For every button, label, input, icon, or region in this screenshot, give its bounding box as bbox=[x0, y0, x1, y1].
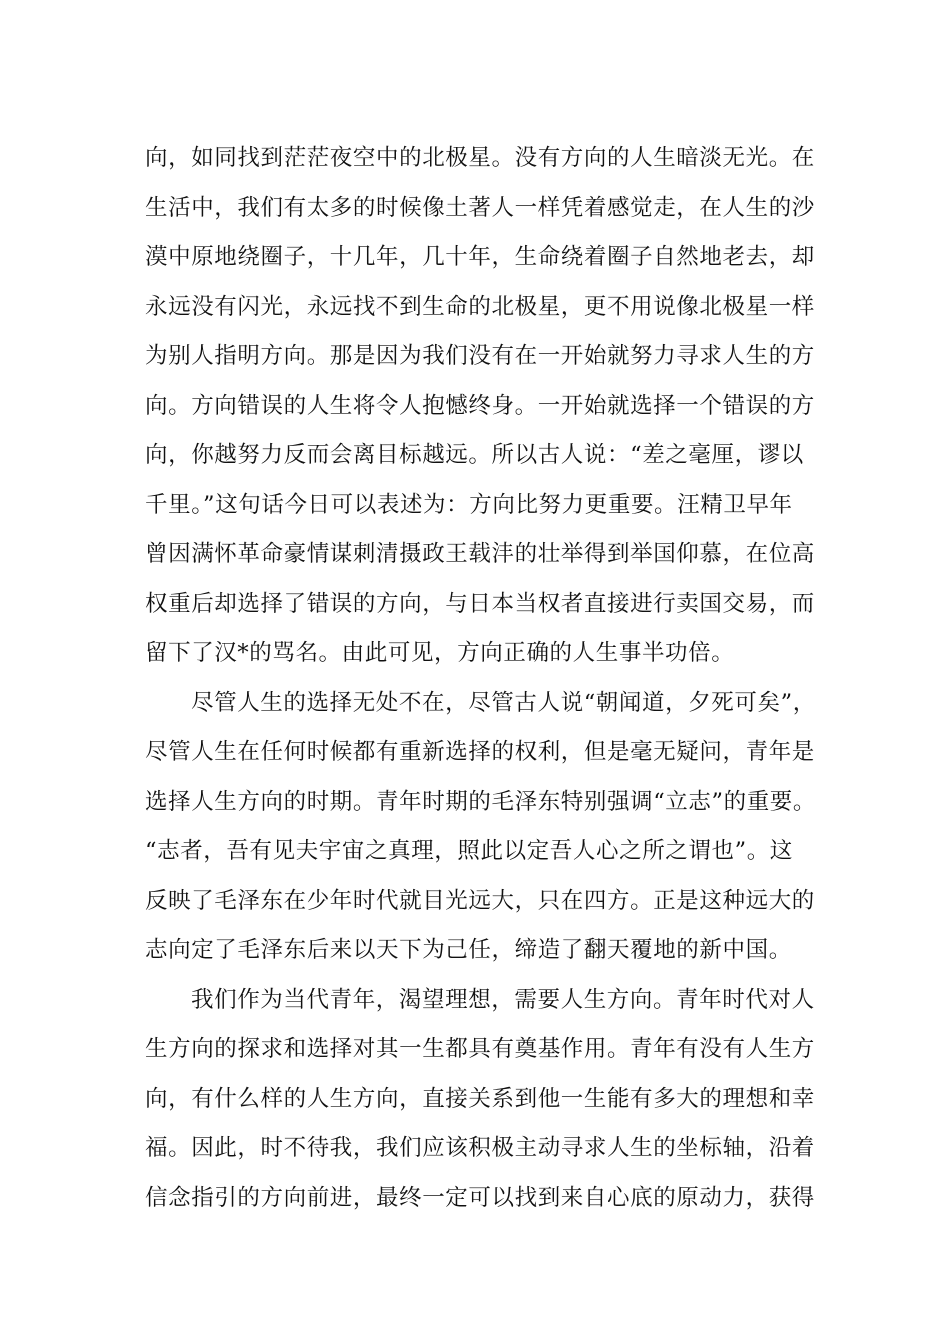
text-line: 向。方向错误的人生将令人抱憾终身。一开始就选择一个错误的方 bbox=[145, 392, 815, 419]
text-line: 反映了毛泽东在少年时代就目光远大，只在四方。正是这种远大的 bbox=[145, 887, 815, 914]
text-line: 志向定了毛泽东后来以天下为己任，缔造了翻天覆地的新中国。 bbox=[145, 937, 792, 963]
paragraph bbox=[145, 134, 815, 679]
text-line: 为别人指明方向。那是因为我们没有在一开始就努力寻求人生的方 bbox=[145, 343, 815, 369]
text-line: 福。因此，时不待我，我们应该积极主动寻求人生的坐标轴，沿着 bbox=[145, 1135, 815, 1161]
text-line: 留下了汉*的骂名。由此可见，方向正确的人生事半功倍。 bbox=[145, 640, 735, 666]
paragraph bbox=[145, 679, 817, 976]
document-body bbox=[145, 134, 817, 1223]
text-line: 向，你越努力反而会离目标越远。所以古人说：“差之毫厘，谬以 bbox=[145, 442, 804, 468]
text-line: 生活中，我们有太多的时候像土著人一样凭着感觉走，在人生的沙 bbox=[145, 194, 815, 221]
text-line: 尽管人生的选择无处不在，尽管古人说“朝闻道，夕死可矣”， bbox=[191, 689, 816, 716]
text-line: 向，如同找到茫茫夜空中的北极星。没有方向的人生暗淡无光。在 bbox=[145, 145, 815, 171]
text-line: 向，有什么样的人生方向，直接关系到他一生能有多大的理想和幸 bbox=[145, 1085, 815, 1112]
text-line: 权重后却选择了错误的方向，与日本当权者直接进行卖国交易，而 bbox=[145, 590, 815, 617]
text-line: 尽管人生在任何时候都有重新选择的权利，但是毫无疑问，青年是 bbox=[145, 739, 815, 765]
text-line: 生方向的探求和选择对其一生都具有奠基作用。青年有没有人生方 bbox=[145, 1036, 815, 1062]
text-line: 选择人生方向的时期。青年时期的毛泽东特别强调“立志”的重要。 bbox=[145, 788, 817, 815]
text-line: 我们作为当代青年，渴望理想，需要人生方向。青年时代对人 bbox=[191, 986, 815, 1013]
text-line: 曾因满怀革命豪情谋刺清摄政王载沣的壮举得到举国仰慕，在位高 bbox=[145, 541, 815, 567]
paragraph bbox=[145, 976, 815, 1224]
text-line: 千里。”这句话今日可以表述为：方向比努力更重要。汪精卫早年 bbox=[145, 491, 793, 518]
text-line: “志者，吾有见夫宇宙之真理，照此以定吾人心之所之谓也”。这 bbox=[145, 838, 793, 864]
text-line: 信念指引的方向前进，最终一定可以找到来自心底的原动力，获得 bbox=[145, 1184, 815, 1211]
text-line: 永远没有闪光，永远找不到生命的北极星，更不用说像北极星一样 bbox=[145, 293, 815, 320]
text-line: 漠中原地绕圈子，十几年，几十年，生命绕着圈子自然地老去，却 bbox=[145, 244, 815, 270]
